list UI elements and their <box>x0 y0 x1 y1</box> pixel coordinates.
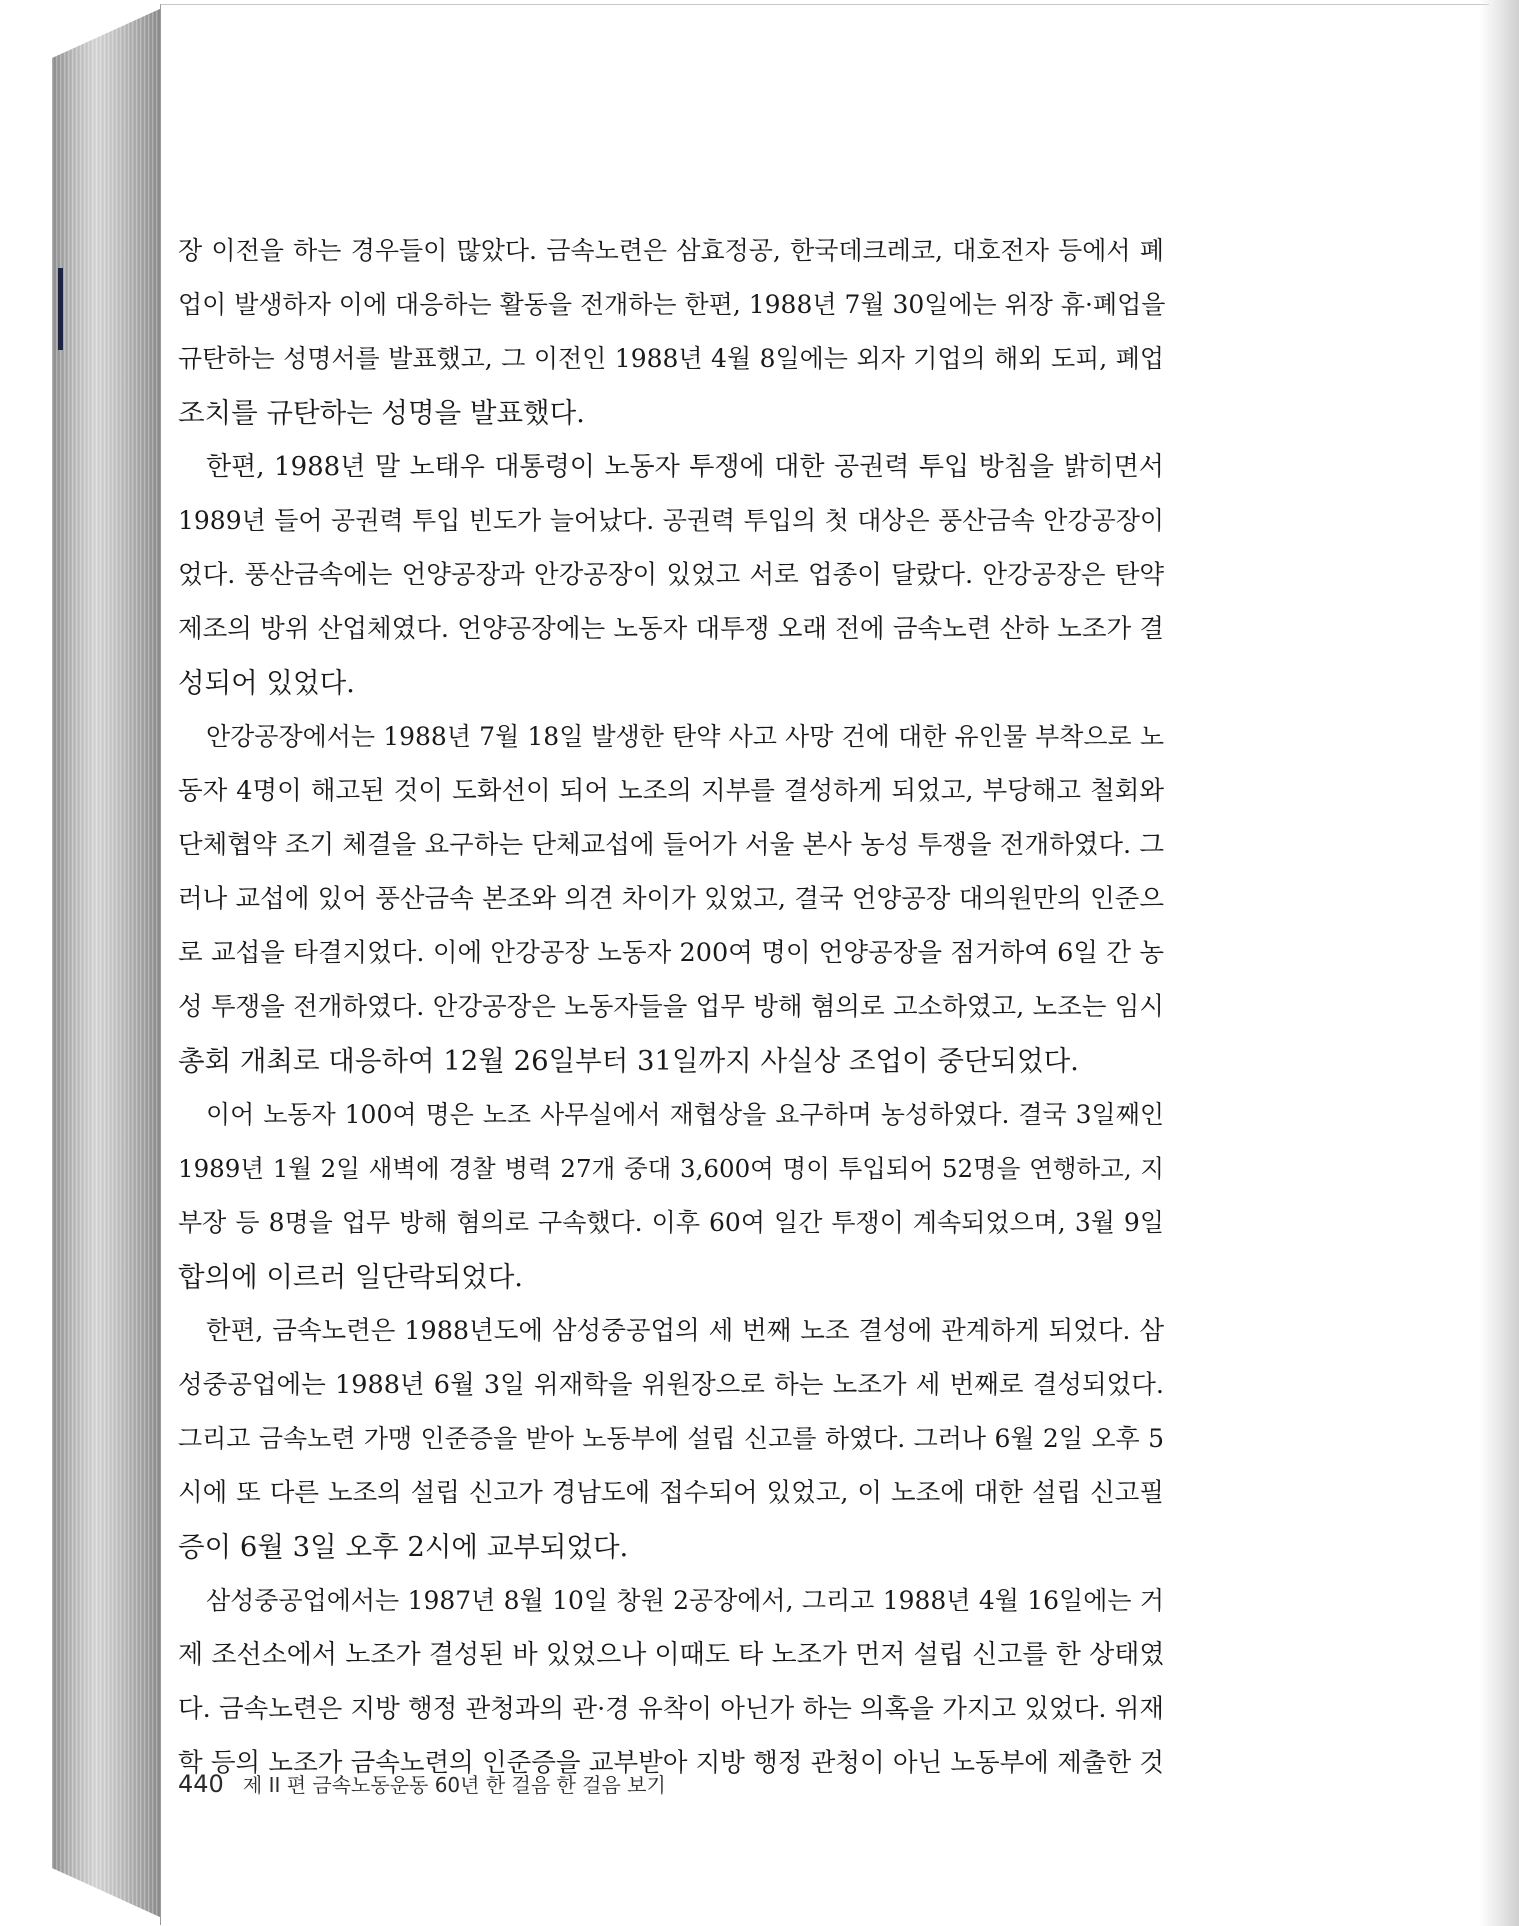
text-line: 1989년 1월 2일 새벽에 경찰 병력 27개 중대 3,600여 명이 투입되어 52명을 연행하고, 지 <box>178 1154 1164 1183</box>
bookmark-ribbon <box>58 268 63 350</box>
text-line: 그리고 금속노련 가맹 인준증을 받아 노동부에 설립 신고를 하였다. 그러나 6월 2일 오후 5 <box>178 1424 1164 1453</box>
text-line: 합의에 이르러 일단락되었다. <box>178 1261 524 1293</box>
text-line: 학 등의 노조가 금속노련의 인준증을 교부받아 지방 행정 관청이 아닌 노동부에 제출한 것 <box>178 1748 1164 1778</box>
text-line: 증이 6월 3일 오후 2시에 교부되었다. <box>178 1531 629 1563</box>
text-line: 삼성중공업에서는 1987년 8월 10일 창원 2공장에서, 그리고 1988년 4월 16일에는 거 <box>206 1586 1164 1615</box>
text-line: 부장 등 8명을 업무 방해 혐의로 구속했다. 이후 60여 일간 투쟁이 계속되었으며, 3월 9일 <box>178 1208 1164 1237</box>
text-line: 한편, 금속노련은 1988년도에 삼성중공업의 세 번째 노조 결성에 관계하게 되었다. 삼 <box>206 1316 1164 1346</box>
page-gutter-shadow <box>1479 0 1519 1926</box>
page-number: 440 <box>178 1770 224 1798</box>
text-line: 성되어 있었다. <box>178 667 355 699</box>
text-line: 안강공장에서는 1988년 7월 18일 발생한 탄약 사고 사망 건에 대한 유인물 부착으로 노 <box>206 722 1164 751</box>
text-line: 제 조선소에서 노조가 결성된 바 있었으나 이때도 타 노조가 먼저 설립 신고를 한 상태였 <box>178 1640 1165 1670</box>
text-line: 제조의 방위 산업체였다. 언양공장에는 노동자 대투쟁 오래 전에 금속노련 산하 노조가 결 <box>178 614 1164 644</box>
text-line: 로 교섭을 타결지었다. 이에 안강공장 노동자 200여 명이 언양공장을 점거하여 6일 간 농 <box>178 938 1164 968</box>
text-line: 다. 금속노련은 지방 행정 관청과의 관·경 유착이 아닌가 하는 의혹을 가지고 있었다. 위재 <box>178 1694 1164 1724</box>
text-line: 동자 4명이 해고된 것이 도화선이 되어 노조의 지부를 결성하게 되었고, 부당해고 철회와 <box>178 776 1164 806</box>
page-footer <box>178 1766 666 1802</box>
text-line: 성중공업에는 1988년 6월 3일 위재학을 위원장으로 하는 노조가 세 번째로 결성되었다. <box>178 1370 1164 1400</box>
text-line: 총회 개최로 대응하여 12월 26일부터 31일까지 사실상 조업이 중단되었다. <box>178 1045 1079 1077</box>
book-page-edge-texture <box>52 8 162 1918</box>
running-footer-title: 제 II 편 금속노동운동 60년 한 걸음 한 걸음 보기 <box>242 1773 666 1797</box>
text-line: 업이 발생하자 이에 대응하는 활동을 전개하는 한편, 1988년 7월 30일에는 위장 휴·폐업을 <box>178 290 1166 319</box>
text-line: 시에 또 다른 노조의 설립 신고가 경남도에 접수되어 있었고, 이 노조에 대한 설립 신고필 <box>178 1478 1164 1508</box>
text-line: 1989년 들어 공권력 투입 빈도가 늘어났다. 공권력 투입의 첫 대상은 풍산금속 안강공장이 <box>178 506 1164 535</box>
text-line: 러나 교섭에 있어 풍산금속 본조와 의견 차이가 있었고, 결국 언양공장 대의원만의 인준으 <box>178 884 1164 914</box>
text-line: 이어 노동자 100여 명은 노조 사무실에서 재협상을 요구하며 농성하였다. 결국 3일째인 <box>206 1100 1164 1129</box>
text-line: 단체협약 조기 체결을 요구하는 단체교섭에 들어가 서울 본사 농성 투쟁을 전개하였다. 그 <box>178 830 1164 860</box>
text-line: 성 투쟁을 전개하였다. 안강공장은 노동자들을 업무 방해 혐의로 고소하였고, 노조는 임시 <box>178 992 1164 1022</box>
text-line: 규탄하는 성명서를 발표했고, 그 이전인 1988년 4월 8일에는 외자 기업의 해외 도피, 폐업 <box>178 344 1164 373</box>
text-line: 조치를 규탄하는 성명을 발표했다. <box>178 397 585 429</box>
text-line: 한편, 1988년 말 노태우 대통령이 노동자 투쟁에 대한 공권력 투입 방침을 밝히면서 <box>206 452 1164 482</box>
text-line: 장 이전을 하는 경우들이 많았다. 금속노련은 삼효정공, 한국데크레코, 대호전자 등에서 폐 <box>178 236 1164 265</box>
text-line: 었다. 풍산금속에는 언양공장과 안강공장이 있었고 서로 업종이 달랐다. 안강공장은 탄약 <box>178 560 1164 590</box>
body-text <box>178 224 1164 1790</box>
